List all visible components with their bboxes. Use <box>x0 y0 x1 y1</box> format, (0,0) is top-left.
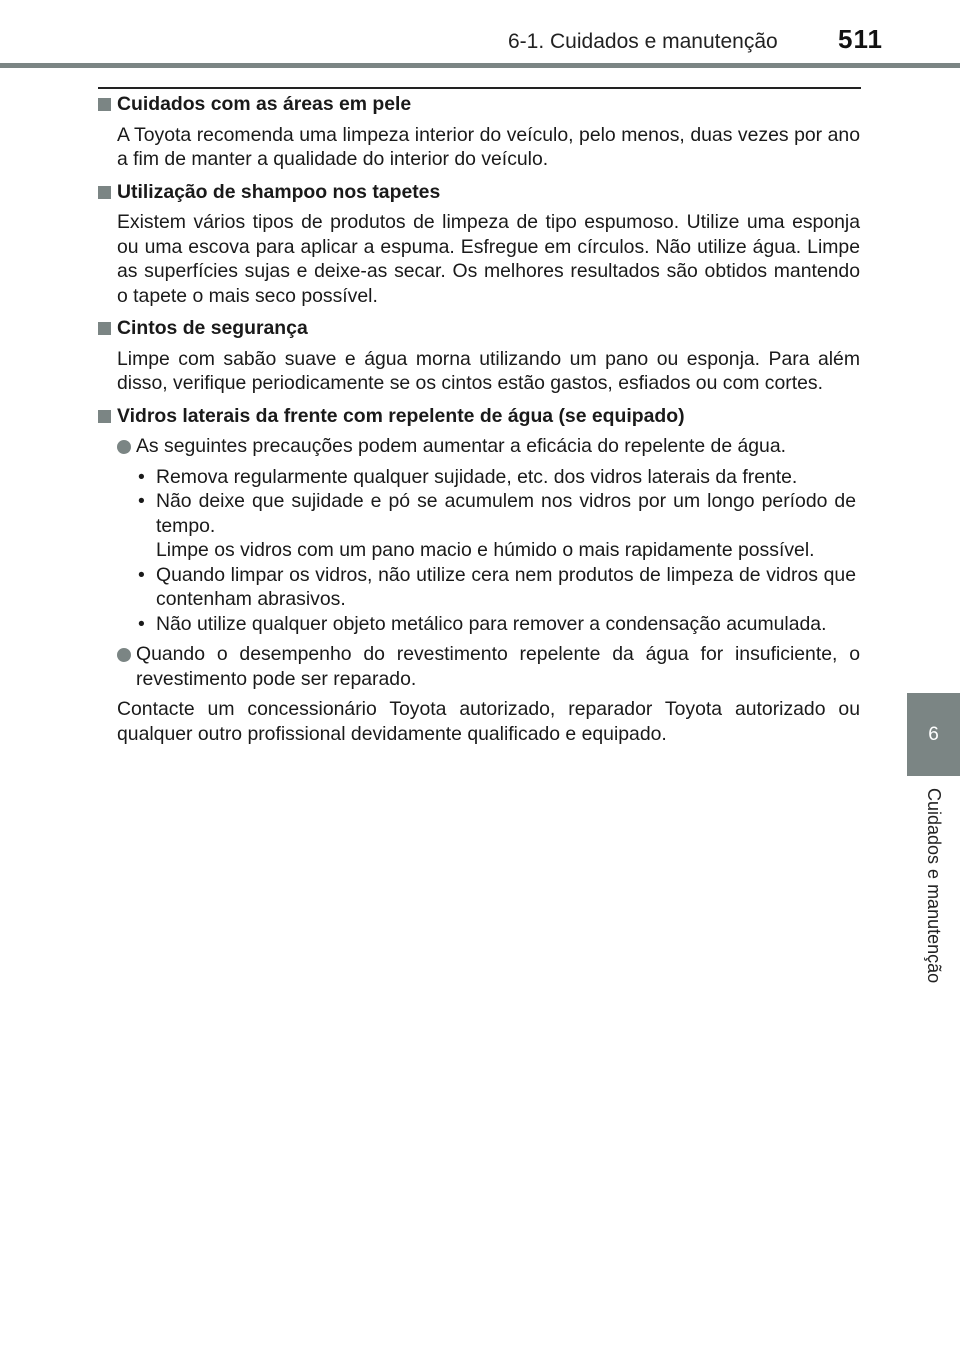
header-rule <box>0 63 960 68</box>
paragraph: Limpe com sabão suave e água morna utilizando um pano ou esponja. Para além disso, verifique periodicamente se os cintos estão gastos, esfiados ou com cortes. <box>117 347 860 394</box>
circle-bullet-icon <box>117 648 131 662</box>
list-item-text: As seguintes precauções podem aumentar a eficácia do repelente de água. <box>136 435 787 457</box>
bullet-text: Não deixe que sujidade e pó se acumulem nos vidros por um longo período de tempo. <box>156 490 856 537</box>
section-heading <box>98 316 860 341</box>
section-heading <box>98 92 860 117</box>
section-heading <box>98 404 860 429</box>
section-carpet-shampoo <box>98 180 860 309</box>
bullet-text: Quando limpar os vidros, não utilize cera nem produtos de limpeza de vidros que contenham abrasivos. <box>156 563 856 610</box>
bullet-dot-icon: • <box>138 612 145 635</box>
section-seat-belts <box>98 316 860 396</box>
circle-list-item <box>98 642 860 691</box>
bullet-item <box>128 563 856 612</box>
chapter-label: Cuidados e manutenção <box>924 788 944 984</box>
bullet-text: Não utilize qualquer objeto metálico para remover a condensação acumulada. <box>156 612 827 635</box>
heading-text: Vidros laterais da frente com repelente de água (se equipado) <box>117 404 685 427</box>
square-bullet-icon <box>98 322 111 335</box>
section-heading <box>98 180 860 205</box>
section-leather-care <box>98 92 860 172</box>
page-content <box>98 92 860 754</box>
heading-text: Cintos de segurança <box>117 317 308 339</box>
list-item-text: Quando o desempenho do revestimento repelente da água for insuficiente, o revestimento pode ser reparado. <box>136 643 860 690</box>
section-water-repellent-windows <box>98 404 860 747</box>
bullet-dot-icon: • <box>138 563 145 586</box>
bullet-extra-text: Limpe os vidros com um pano macio e húmido o mais rapidamente possível. <box>156 539 815 561</box>
bullet-item <box>128 465 856 490</box>
chapter-number: 6 <box>928 723 939 745</box>
bullet-list <box>128 465 856 637</box>
content-top-rule <box>98 87 861 89</box>
paragraph: A Toyota recomenda uma limpeza interior do veículo, pelo menos, duas vezes por ano a fim de manter a qualidade do interior do veículo. <box>117 123 860 170</box>
heading-text: Cuidados com as áreas em pele <box>117 93 412 115</box>
paragraph: Existem vários tipos de produtos de limpeza de tipo espumoso. Utilize uma esponja ou uma escova para aplicar a espuma. Esfregue em círculos. Não utilize água. Limpe as superfícies sujas e deixe-as secar. Os melhores resultados são obtidos mantendo o tapete o mais seco possível. <box>117 211 860 307</box>
heading-text: Utilização de shampoo nos tapetes <box>117 180 441 203</box>
square-bullet-icon <box>98 186 111 199</box>
closing-paragraph: Contacte um concessionário Toyota autorizado, reparador Toyota autorizado ou qualquer outro profissional devidamente qualificado e equipado. <box>117 698 860 745</box>
circle-list-item <box>98 434 860 459</box>
square-bullet-icon <box>98 410 111 423</box>
square-bullet-icon <box>98 98 111 111</box>
chapter-tab <box>907 693 960 776</box>
bullet-item <box>128 612 856 637</box>
section-title: 6-1. Cuidados e manutenção <box>508 30 778 53</box>
circle-bullet-icon <box>117 440 131 454</box>
bullet-item <box>128 489 856 563</box>
bullet-dot-icon: • <box>138 465 145 488</box>
bullet-text: Remova regularmente qualquer sujidade, etc. dos vidros laterais da frente. <box>156 465 798 488</box>
page-number: 511 <box>838 24 883 54</box>
bullet-dot-icon: • <box>138 490 145 512</box>
